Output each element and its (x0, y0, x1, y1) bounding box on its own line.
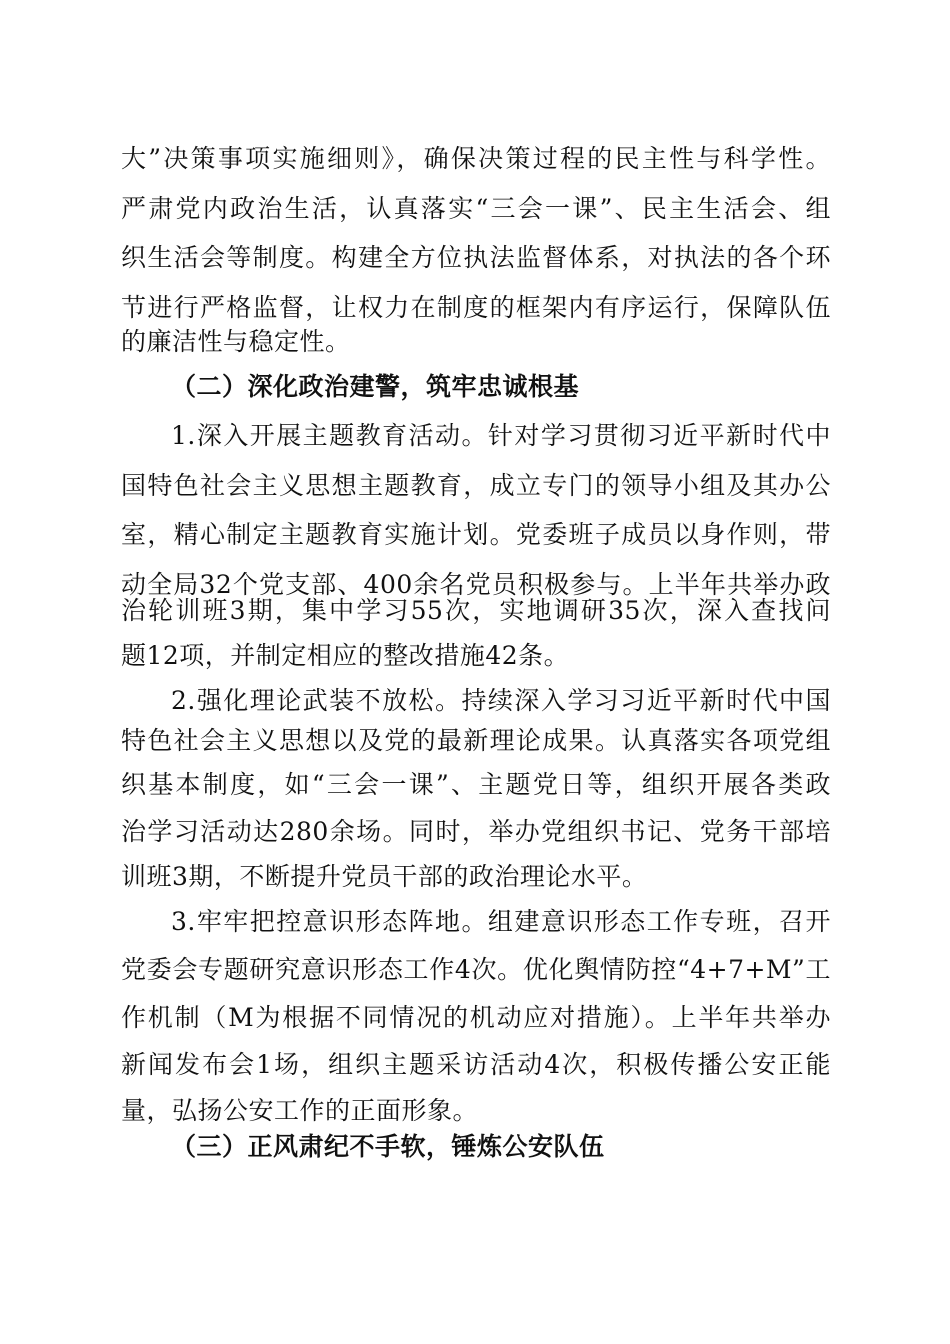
body-text-line: 的廉洁性与稳定性。 (121, 327, 351, 356)
body-text-line: 量，弘扬公安工作的正面形象。 (121, 1096, 479, 1125)
body-text-line: 织生活会等制度。构建全方位执法监督体系，对执法的各个环 (121, 243, 831, 272)
body-text-line: 2.强化理论武装不放松。持续深入学习习近平新时代中国 (171, 686, 831, 715)
section-heading: （三）正风肃纪不手软，锤炼公安队伍 (171, 1132, 605, 1161)
body-text-line: 大”决策事项实施细则》，确保决策过程的民主性与科学性。 (121, 144, 831, 173)
body-text-line: 题12项，并制定相应的整改措施42条。 (121, 641, 570, 670)
body-text-line: 训班3期，不断提升党员干部的政治理论水平。 (121, 862, 648, 891)
body-text-line: 治学习活动达280余场。同时，举办党组织书记、党务干部培 (121, 817, 831, 846)
body-text-line: 治轮训班3期，集中学习55次，实地调研35次，深入查找问 (121, 596, 831, 625)
body-text-line: 动全局32个党支部、400余名党员积极参与。上半年共举办政 (121, 570, 831, 599)
body-text-line: 党委会专题研究意识形态工作4次。优化舆情防控“4+7+M”工 (121, 955, 831, 984)
body-text-line: 新闻发布会1场，组织主题采访活动4次，积极传播公安正能 (121, 1050, 831, 1079)
body-text-line: 特色社会主义思想以及党的最新理论成果。认真落实各项党组 (121, 726, 831, 755)
body-text-line: 严肃党内政治生活，认真落实“三会一课”、民主生活会、组 (121, 194, 831, 223)
body-text-line: 室，精心制定主题教育实施计划。党委班子成员以身作则，带 (121, 520, 831, 549)
body-text-line: 节进行严格监督，让权力在制度的框架内有序运行，保障队伍 (121, 293, 831, 322)
section-heading: （二）深化政治建警，筑牢忠诚根基 (171, 372, 580, 401)
body-text-line: 1.深入开展主题教育活动。针对学习贯彻习近平新时代中 (171, 421, 831, 450)
body-text-line: 织基本制度，如“三会一课”、主题党日等，组织开展各类政 (121, 770, 831, 799)
body-text-line: 作机制（M为根据不同情况的机动应对措施）。上半年共举办 (121, 1003, 831, 1032)
body-text-line: 3.牢牢把控意识形态阵地。组建意识形态工作专班，召开 (171, 907, 831, 936)
body-text-line: 国特色社会主义思想主题教育，成立专门的领导小组及其办公 (121, 471, 831, 500)
